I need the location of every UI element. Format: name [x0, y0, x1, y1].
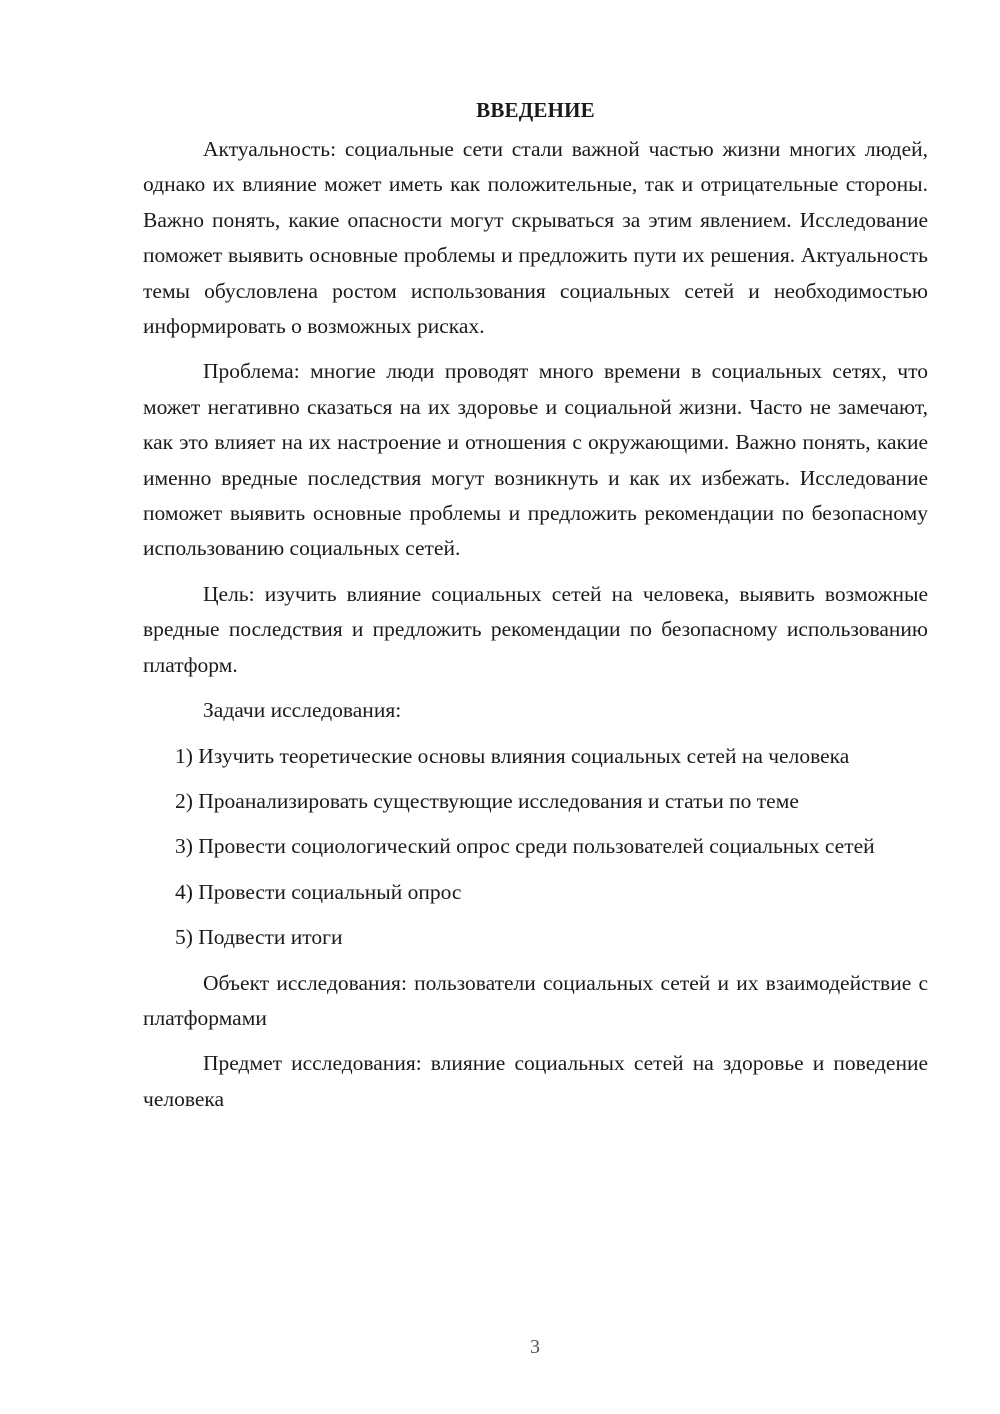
task-item: 1) Изучить теоретические основы влияния социальных сетей на человека [175, 743, 850, 768]
paragraph-goal: Цель: изучить влияние социальных сетей на человека, выявить возможные вредные последствия и предложить рекомендации по безопасному использованию платформ. [143, 581, 928, 677]
task-item: 3) Провести социологический опрос среди пользователей социальных сетей [175, 834, 875, 859]
section-title: ВВЕДЕНИЕ [476, 98, 595, 122]
tasks-heading: Задачи исследования: [203, 698, 402, 723]
paragraph-relevance: Актуальность: социальные сети стали важной частью жизни многих людей, однако их влияние может иметь как положительные, так и отрицательные стороны. Важно понять, какие опасности могут скрываться за этим явлением. Исследование поможет выявить основные проблемы и предложить пути их решения. Актуальность темы обусловлена ростом использования социальных сетей и необходимостью информировать о возможных рисках. [143, 137, 928, 339]
task-item: 5) Подвести итоги [175, 925, 343, 950]
paragraph-subject: Предмет исследования: влияние социальных сетей на здоровье и поведение человека [143, 1051, 928, 1111]
paragraph-object: Объект исследования: пользователи социальных сетей и их взаимодействие с платформами [143, 970, 928, 1030]
task-item: 4) Провести социальный опрос [175, 879, 462, 904]
document-body [143, 92, 928, 1127]
paragraph-problem: Проблема: многие люди проводят много времени в социальных сетях, что может негативно сказаться на их здоровье и социальной жизни. Часто не замечают, как это влияет на их настроение и отношения с окружающими. Важно понять, какие именно вредные последствия могут возникнуть и как их избежать. Исследование поможет выявить основные проблемы и предложить рекомендации по безопасному использованию социальных сетей. [143, 359, 928, 561]
task-item: 2) Проанализировать существующие исследования и статьи по теме [175, 788, 799, 813]
page-number: 3 [530, 1336, 540, 1358]
